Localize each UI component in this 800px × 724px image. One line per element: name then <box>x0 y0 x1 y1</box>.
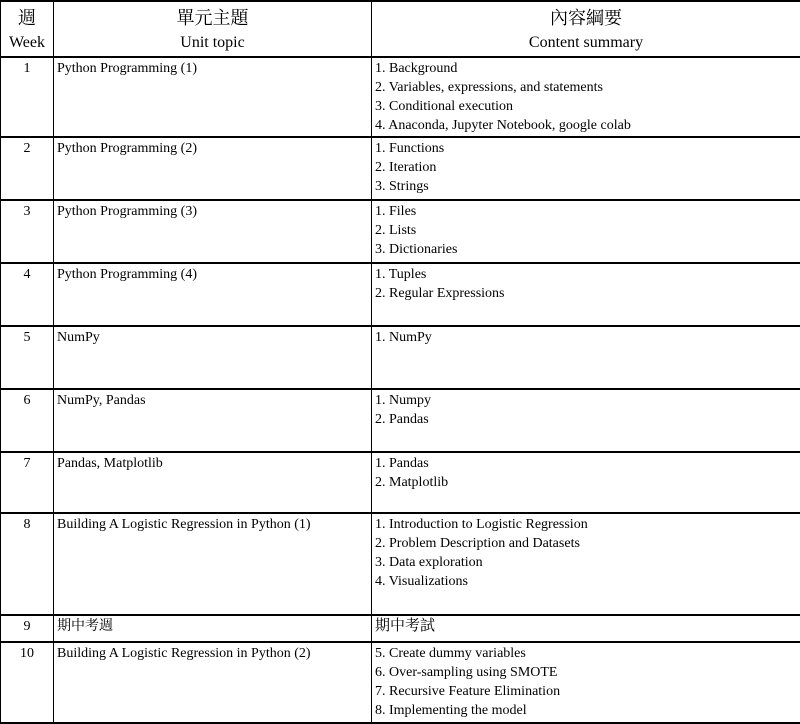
summary-line: 4. Visualizations <box>375 572 797 591</box>
header-week-en: Week <box>3 31 51 54</box>
content-summary <box>372 57 800 137</box>
unit-topic: Python Programming (1) <box>54 57 372 137</box>
summary-line: 2. Iteration <box>375 158 797 177</box>
content-summary <box>372 389 800 452</box>
content-summary <box>372 513 800 615</box>
header-unit-topic <box>54 1 372 57</box>
header-content-summary <box>372 1 800 57</box>
unit-topic: Building A Logistic Regression in Python (2) <box>54 642 372 723</box>
summary-line: 2. Regular Expressions <box>375 284 797 303</box>
content-summary <box>372 642 800 723</box>
week-number: 4 <box>1 263 54 326</box>
summary-line: 1. Numpy <box>375 391 797 410</box>
summary-line: 2. Variables, expressions, and statements <box>375 78 797 97</box>
unit-topic: Pandas, Matplotlib <box>54 452 372 513</box>
week-number: 6 <box>1 389 54 452</box>
summary-line: 1. NumPy <box>375 328 797 347</box>
table-row-week-2 <box>1 137 800 200</box>
summary-line: 1. Functions <box>375 139 797 158</box>
week-number: 10 <box>1 642 54 723</box>
week-number: 7 <box>1 452 54 513</box>
summary-line: 8. Implementing the model <box>375 701 797 720</box>
week-number: 1 <box>1 57 54 137</box>
unit-topic: Python Programming (4) <box>54 263 372 326</box>
unit-topic: 期中考週 <box>54 615 372 642</box>
table-row-week-10 <box>1 642 800 723</box>
summary-line: 4. Anaconda, Jupyter Notebook, google colab <box>375 116 797 135</box>
summary-line: 5. Create dummy variables <box>375 644 797 663</box>
summary-line: 1. Background <box>375 59 797 78</box>
header-week <box>1 1 54 57</box>
table-row-week-8 <box>1 513 800 615</box>
week-number: 5 <box>1 326 54 389</box>
table-row-week-1 <box>1 57 800 137</box>
summary-line: 1. Files <box>375 202 797 221</box>
summary-line: 3. Dictionaries <box>375 240 797 259</box>
summary-line: 1. Introduction to Logistic Regression <box>375 515 797 534</box>
table-row-week-7 <box>1 452 800 513</box>
content-summary <box>372 137 800 200</box>
table-row-week-4 <box>1 263 800 326</box>
table-row-week-9 <box>1 615 800 642</box>
table-row-week-3 <box>1 200 800 263</box>
table-row-week-5 <box>1 326 800 389</box>
table-row-week-6 <box>1 389 800 452</box>
summary-line: 1. Tuples <box>375 265 797 284</box>
header-unit-topic-zh: 單元主題 <box>56 5 369 31</box>
header-row <box>1 1 800 57</box>
summary-line: 3. Data exploration <box>375 553 797 572</box>
week-number: 2 <box>1 137 54 200</box>
summary-line: 期中考試 <box>375 617 797 636</box>
content-summary <box>372 615 800 642</box>
header-content-summary-en: Content summary <box>374 31 798 54</box>
week-number: 8 <box>1 513 54 615</box>
header-unit-topic-en: Unit topic <box>56 31 369 54</box>
summary-line: 2. Matplotlib <box>375 473 797 492</box>
summary-line: 6. Over-sampling using SMOTE <box>375 663 797 682</box>
summary-line: 2. Pandas <box>375 410 797 429</box>
summary-line: 1. Pandas <box>375 454 797 473</box>
summary-line: 7. Recursive Feature Elimination <box>375 682 797 701</box>
content-summary <box>372 326 800 389</box>
header-week-zh: 週 <box>3 5 51 31</box>
summary-line: 3. Conditional execution <box>375 97 797 116</box>
summary-line: 3. Strings <box>375 177 797 196</box>
content-summary <box>372 200 800 263</box>
content-summary <box>372 452 800 513</box>
unit-topic: Building A Logistic Regression in Python (1) <box>54 513 372 615</box>
unit-topic: NumPy, Pandas <box>54 389 372 452</box>
week-number: 3 <box>1 200 54 263</box>
summary-line: 2. Lists <box>375 221 797 240</box>
week-number: 9 <box>1 615 54 642</box>
content-summary <box>372 263 800 326</box>
unit-topic: Python Programming (3) <box>54 200 372 263</box>
summary-line: 2. Problem Description and Datasets <box>375 534 797 553</box>
header-content-summary-zh: 內容綱要 <box>374 5 798 31</box>
unit-topic: NumPy <box>54 326 372 389</box>
unit-topic: Python Programming (2) <box>54 137 372 200</box>
